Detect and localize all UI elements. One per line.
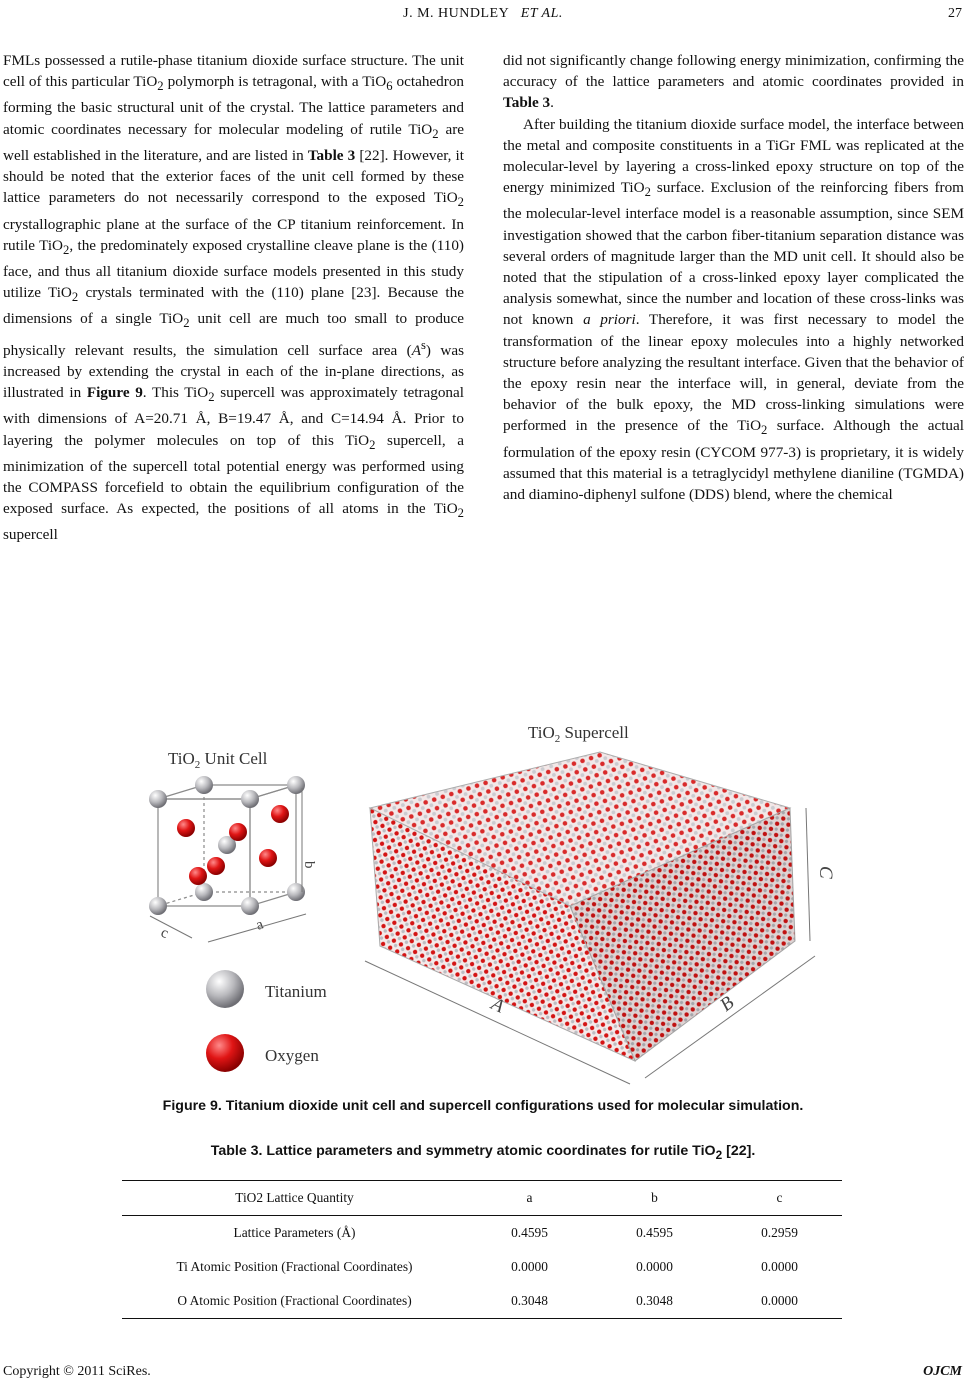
unit-cell-dim-line-c (150, 916, 192, 938)
page-number: 27 (948, 6, 962, 21)
italic-text: A (411, 341, 421, 359)
subscript: 2 (457, 195, 464, 210)
oxygen-atom-icon (206, 1034, 244, 1072)
text-run: unit cell are much too small to produce physically relevant results, the simulation cell surface area ( (3, 310, 464, 359)
supercell-axis-B: B (716, 992, 739, 1016)
titanium-atom (195, 776, 213, 794)
journal-abbreviation: OJCM (923, 1364, 962, 1379)
text-run: supercell was approximately tetragonal with dimensions of A=20.71 Å, B=19.47 Å, and C=14.94 Å. Prior to layering the polymer molecules on top of this TiO (3, 384, 464, 449)
titanium-atom (241, 790, 259, 808)
body-paragraph (503, 114, 964, 506)
body-paragraph (503, 50, 964, 114)
text-run: supercell, a minimization of the supercell total potential energy was performed using the COMPASS forcefield to obtain the equilibrium configuration of the exposed surface. As expected, the positions of all atoms in the TiO (3, 431, 464, 518)
bold-reference: Table 3 (307, 146, 356, 164)
table-cell: 0.3048 (511, 1293, 548, 1308)
text-run: did not significantly change following energy minimization, confirming the accuracy of the lattice parameters and atomic coordinates provided in (503, 52, 964, 91)
bold-reference: Table 3 (503, 94, 551, 112)
left-column (3, 50, 464, 546)
titanium-atom (195, 883, 213, 901)
table-row (122, 1250, 842, 1284)
figure-caption: Figure 9. Titanium dioxide unit cell and supercell configurations used for molecular simulation. (162, 1098, 804, 1114)
table-cell: Ti Atomic Position (Fractional Coordinates) (176, 1259, 413, 1274)
text-run: octahedron forming the basic structural unit of the crystal. The lattice parameters and atomic coordinates necessary for molecular modeling of rutile TiO (3, 73, 465, 138)
text-run: , the predominately exposed crystalline cleave plane is the (110) face, and thus all titanium dioxide surface models presented in this study utilize TiO (3, 236, 464, 302)
running-header (0, 6, 966, 28)
legend-titanium-label: Titanium (265, 982, 327, 1001)
titanium-atom-icon (206, 970, 244, 1008)
subscript: 2 (157, 79, 164, 94)
oxygen-atom (229, 823, 247, 841)
titanium-atom (149, 790, 167, 808)
text-run: . (550, 94, 554, 112)
oxygen-atom (259, 849, 277, 867)
supercell-axis-A: A (487, 993, 508, 1018)
lattice-parameters-table (122, 1180, 842, 1319)
table-header-cell: b (651, 1190, 658, 1205)
running-title (0, 6, 966, 22)
table-cell: 0.4595 (511, 1225, 548, 1240)
oxygen-atom (271, 805, 289, 823)
table-caption: Table 3. Lattice parameters and symmetry atomic coordinates for rutile TiO$_2$ [22]. (210, 1143, 756, 1162)
text-run: After building the titanium dioxide surface model, the interface between the metal and composite constituents in a TiGr FML was replicated at the molecular-level by layering a cross-linked epoxy structure on top of the energy minimized TiO (503, 115, 964, 197)
subscript: 6 (386, 79, 393, 94)
subscript: 2 (183, 316, 190, 331)
supercell-title: TiO$_2$ Supercell (528, 723, 629, 745)
table-cell: 0.0000 (761, 1259, 798, 1274)
legend-titanium (206, 970, 327, 1008)
text-run: . Therefore, it was first necessary to model the transformation of the linear epoxy molecules into a highly networked structure before analyzing the resultant interface. Given that the behavior of the epoxy resin near the interface will, in general, deviate from the behavior of the bulk epoxy, the MD cross-linking simulations were performed in the presence of the TiO (503, 311, 965, 435)
oxygen-atom (189, 867, 207, 885)
subscript: 2 (369, 437, 376, 452)
table-header-row (122, 1181, 842, 1216)
text-run: ) was increased by extending the crystal in each of the in-plane directions, as illustrated in (3, 341, 464, 402)
subscript: 2 (432, 126, 439, 141)
subscript: 2 (761, 423, 768, 438)
unit-cell-axis-a: a (253, 916, 266, 934)
supercell-axis-C: C (815, 866, 836, 879)
subscript: 2 (208, 390, 215, 405)
subscript: 2 (644, 185, 651, 200)
text-run: polymorph is tetragonal, with a TiO (163, 73, 387, 91)
superscript: s (420, 337, 426, 352)
subscript: 2 (63, 242, 70, 257)
subscript: 2 (71, 290, 79, 305)
table-cell: O Atomic Position (Fractional Coordinates) (177, 1293, 412, 1308)
table-header-cell: a (526, 1190, 533, 1205)
table-cell: 0.0000 (636, 1259, 673, 1274)
table-cell: 0.4595 (636, 1225, 673, 1240)
text-run: are well established in the literature, and are listed in (3, 120, 464, 164)
figure-9-illustration (130, 716, 840, 1088)
text-run: surface. Although the actual formulation of the epoxy resin (CYCOM 977-3) is proprietary, it is widely assumed that this material is a tetraglycidyl methylene dianiline (TGMDA) and diamino-diphenyl sulfone (DDS) blend, where the chemical (503, 417, 964, 504)
unit-cell-title: TiO$_2$ Unit Cell (168, 749, 268, 771)
table-cell: 0.2959 (761, 1225, 798, 1240)
table-cell: 0.3048 (636, 1293, 673, 1308)
text-run: crystallographic plane at the surface of the CP titanium reinforcement. In rutile TiO (3, 215, 464, 254)
copyright-notice: Copyright © 2011 SciRes. (3, 1364, 151, 1379)
bold-reference: Figure 9 (86, 384, 143, 402)
table-row (122, 1216, 842, 1251)
italic-text: a priori (583, 311, 636, 329)
text-run: surface. Exclusion of the reinforcing fibers from the molecular-level interface model is a reasonable assumption, since SEM investigation showed that the carbon fiber-titanium separation distance was several orders of magnitude larger than the MD unit cell. It should also be noted that the stipulation of a cross-linked epoxy layer complicated the analysis somewhat, since the number and location of these cross-links was not known (503, 179, 964, 329)
titanium-atom (241, 897, 259, 915)
table-row (122, 1284, 842, 1319)
titanium-atom (149, 897, 167, 915)
text-run: supercell (3, 526, 58, 544)
oxygen-atom (207, 857, 225, 875)
running-title-author: J. M. HUNDLEY (403, 6, 509, 21)
text-run: FMLs possessed a rutile-phase titanium dioxide surface structure. The unit cell of this particular TiO (3, 52, 464, 91)
table-cell: 0.0000 (511, 1259, 548, 1274)
unit-cell-axis-c: c (158, 924, 171, 943)
table-header-cell: c (776, 1190, 783, 1205)
table-cell: 0.0000 (761, 1293, 798, 1308)
body-paragraph (3, 50, 464, 546)
figure-9 (130, 716, 840, 1088)
legend-oxygen-label: Oxygen (265, 1046, 319, 1065)
right-column (503, 50, 964, 505)
text-run: [22]. However, it should be noted that the exterior faces of the unit cell formed by these lattice parameters do not necessarily correspond to the exposed TiO (3, 146, 464, 207)
unit-cell-atoms (149, 776, 305, 915)
subscript: 2 (457, 506, 464, 521)
running-title-etal: ET AL. (520, 6, 563, 21)
unit-cell-axis-b: b (301, 861, 317, 869)
oxygen-atom (177, 819, 195, 837)
text-run: . This TiO (142, 384, 209, 402)
table-header-cell: TiO2 Lattice Quantity (235, 1190, 354, 1205)
text-run: crystals terminated with the (110) plane [23]. Because the dimensions of a single TiO (3, 284, 464, 328)
supercell-block (370, 752, 795, 1061)
table-cell: Lattice Parameters (Å) (233, 1225, 356, 1240)
legend-oxygen (206, 1034, 319, 1072)
